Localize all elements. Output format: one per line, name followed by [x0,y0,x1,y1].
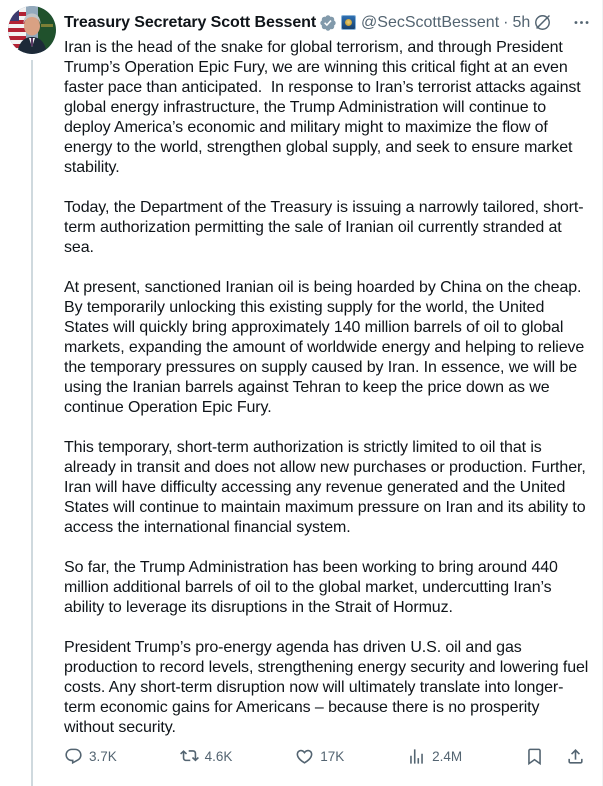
tweet-body [64,38,592,738]
share-icon [566,747,585,766]
paragraph: So far, the Trump Administration has been working to bring around 440 million additional barrels of oil to the global market, undercutting Iran’s ability to leverage its disruptions in the Strait of Hormuz. [64,559,563,616]
paragraph: Iran is the head of the snake for global terrorism, and through President Trump’s Operation Epic Fury, we are winning this critical fight at an even faster pace than anticipated. In response to Iran’s terrorist attacks against global energy infrastructure, the Trump Administration will continue to deploy America’s economic and military might to maximize the flow of energy to the world, strengthen global supply, and seek to ensure market stability. [64,39,585,176]
paragraph: This temporary, short-term authorization is strictly limited to oil that is already in transit and does not allow new purchases or production. Further, Iran will have difficulty accessing any revenue generated and the United States will continue to maintain maximum pressure on Iran and its ability to access the international financial system. [64,439,591,536]
reply-count: 3.7K [89,748,117,764]
affiliate-badge-icon[interactable] [341,15,356,30]
like-count: 17K [320,748,345,764]
handle-group [361,14,530,32]
reply-button[interactable] [64,747,117,766]
bookmark-button[interactable] [525,747,544,766]
timestamp[interactable]: 5h [512,13,531,31]
views-icon [407,747,426,766]
view-count: 2.4M [432,748,463,764]
repost-count: 4.6K [204,748,233,764]
thread-connector-line [31,60,33,786]
right-actions [525,747,585,766]
bookmark-icon [525,747,544,766]
paragraph: Today, the Department of the Treasury is issuing a narrowly tailored, short-term authorization permitting the sale of Iranian oil currently stranded at sea. [64,199,584,256]
like-icon [295,747,314,766]
action-bar [64,747,585,766]
reply-icon [64,747,83,766]
avatar[interactable] [8,6,56,54]
avatar-image [8,6,56,54]
more-icon[interactable] [572,13,591,32]
user-handle[interactable]: @SecScottBessent [361,13,500,31]
views-button[interactable] [407,747,462,766]
dot-separator: · [503,13,509,31]
share-button[interactable] [566,747,585,766]
grok-icon[interactable] [533,13,552,32]
like-button[interactable] [295,747,344,766]
header-right-icons [533,13,591,32]
tweet-content [64,0,602,766]
repost-icon [180,747,199,766]
repost-button[interactable] [180,747,233,766]
paragraph: President Trump’s pro-energy agenda has driven U.S. oil and gas production to record levels, strengthening energy security and lowering fuel costs. Any short-term disruption now will ultimately translate into longer-term economic gains for Americans – because there is no prosperity without security. [64,639,593,736]
verified-badge-icon[interactable] [319,14,337,32]
display-name[interactable]: Treasury Secretary Scott Bessent [64,13,317,31]
paragraph: At present, sanctioned Iranian oil is being hoarded by China on the cheap. By temporarily unlocking this existing supply for the world, the United States will quickly bring approximately 140 million barrels of oil to global markets, expanding the amount of worldwide energy and helping to relieve the temporary pressures on supply caused by Iran. In essence, we will be using the Iranian barrels against Tehran to keep the price down as we continue Operation Epic Fury. [64,279,589,416]
tweet-header [64,12,591,33]
